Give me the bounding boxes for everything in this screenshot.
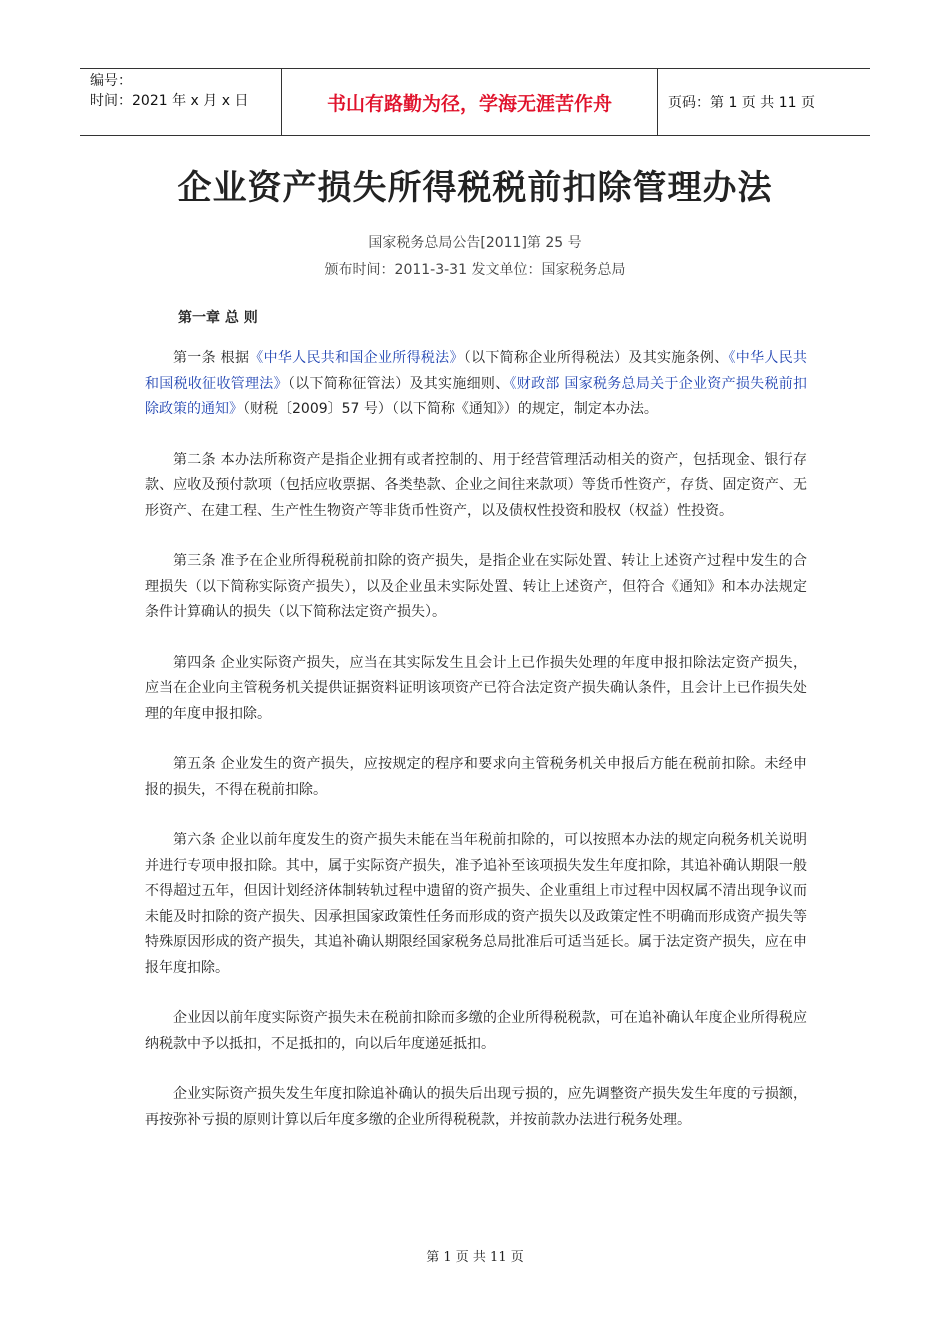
paragraph-8: 企业实际资产损失发生年度扣除追补确认的损失后出现亏损的，应先调整资产损失发生年度的亏损额，再按弥补亏损的原则计算以后年度多缴的企业所得税税款，并按前款办法进行税务处理。 (145, 1086, 807, 1128)
article-1-text-d: （财税〔2009〕57 号）（以下简称《通知》）的规定，制定本办法。 (243, 401, 658, 417)
announcement-number: 国家税务总局公告[2011]第 25 号 (368, 235, 582, 251)
article-5: 第五条 企业发生的资产损失，应按规定的程序和要求向主管税务机关申报后方能在税前扣除。未经申报的损失，不得在税前扣除。 (145, 756, 807, 798)
header-slogan: 书山有路勤为径，学海无涯苦作舟 (281, 69, 658, 135)
document-time-label: 时间：2021 年 x 月 x 日 (90, 93, 249, 109)
article-4: 第四条 企业实际资产损失，应当在其实际发生且会计上已作损失处理的年度申报扣除法定资产损失，应当在企业向主管税务机关提供证据资料证明该项资产已符合法定资产损失确认条件，且会计上已作损失处理的年度申报扣除。 (145, 654, 807, 722)
link-asset-loss-notice[interactable]: 《财政部 国家税务总局关于企业资产损失税前扣除政策的通知》 (145, 375, 808, 417)
document-title: 企业资产损失所得税税前扣除管理办法 (177, 168, 773, 208)
release-info: 颁布时间：2011-3-31 发文单位：国家税务总局 (324, 262, 626, 278)
article-6: 第六条 企业以前年度发生的资产损失未能在当年税前扣除的，可以按照本办法的规定向税务机关说明并进行专项申报扣除。其中，属于实际资产损失，准予追补至该项损失发生年度扣除，其追补确认期限一般不得超过五年，但因计划经济体制转轨过程中遗留的资产损失、企业重组上市过程中因权属不清出现争议而未能及时扣除的资产损失、因承担国家政策性任务而形成的资产损失以及政策定性不明确而形成资产损失等特殊原因形成的资产损失，其追补确认期限经国家税务总局批准后可适当延长。属于法定资产损失，应在申报年度扣除。 (145, 832, 807, 976)
document-body (145, 346, 807, 1158)
header-meta (80, 69, 281, 135)
link-enterprise-income-tax-law[interactable]: 《中华人民共和国企业所得税法》 (249, 350, 464, 366)
article-1 (145, 346, 807, 423)
header-page-info: 页码：第 1 页 共 11 页 (668, 95, 815, 111)
article-1-text-b: （以下简称企业所得税法）及其实施条例、 (463, 350, 729, 366)
article-2: 第二条 本办法所称资产是指企业拥有或者控制的、用于经营管理活动相关的资产，包括现金、银行存款、应收及预付款项（包括应收票据、各类垫款、企业之间往来款项）等货币性资产，存货、固定资产、无形资产、在建工程、生产性生物资产等非货币性资产，以及债权性投资和股权（权益）性投资。 (145, 451, 807, 519)
document-number-label: 编号： (90, 73, 132, 89)
article-1-text-c: （以下简称征管法）及其实施细则、 (287, 375, 510, 392)
page-footer: 第 1 页 共 11 页 (426, 1250, 524, 1265)
paragraph-7: 企业因以前年度实际资产损失未在税前扣除而多缴的企业所得税税款，可在追补确认年度企业所得税应纳税款中予以抵扣，不足抵扣的，向以后年度递延抵扣。 (145, 1010, 807, 1052)
page-header (80, 68, 870, 136)
chapter-heading: 第一章 总 则 (178, 310, 258, 326)
link-tax-collection-law[interactable]: 《中华人民共和国税收征收管理法》 (145, 350, 808, 392)
article-3: 第三条 准予在企业所得税税前扣除的资产损失，是指企业在实际处置、转让上述资产过程中发生的合理损失（以下简称实际资产损失），以及企业虽未实际处置、转让上述资产，但符合《通知》和本办法规定条件计算确认的损失（以下简称法定资产损失）。 (145, 553, 807, 620)
article-1-text-a: 第一条 根据 (173, 350, 250, 366)
